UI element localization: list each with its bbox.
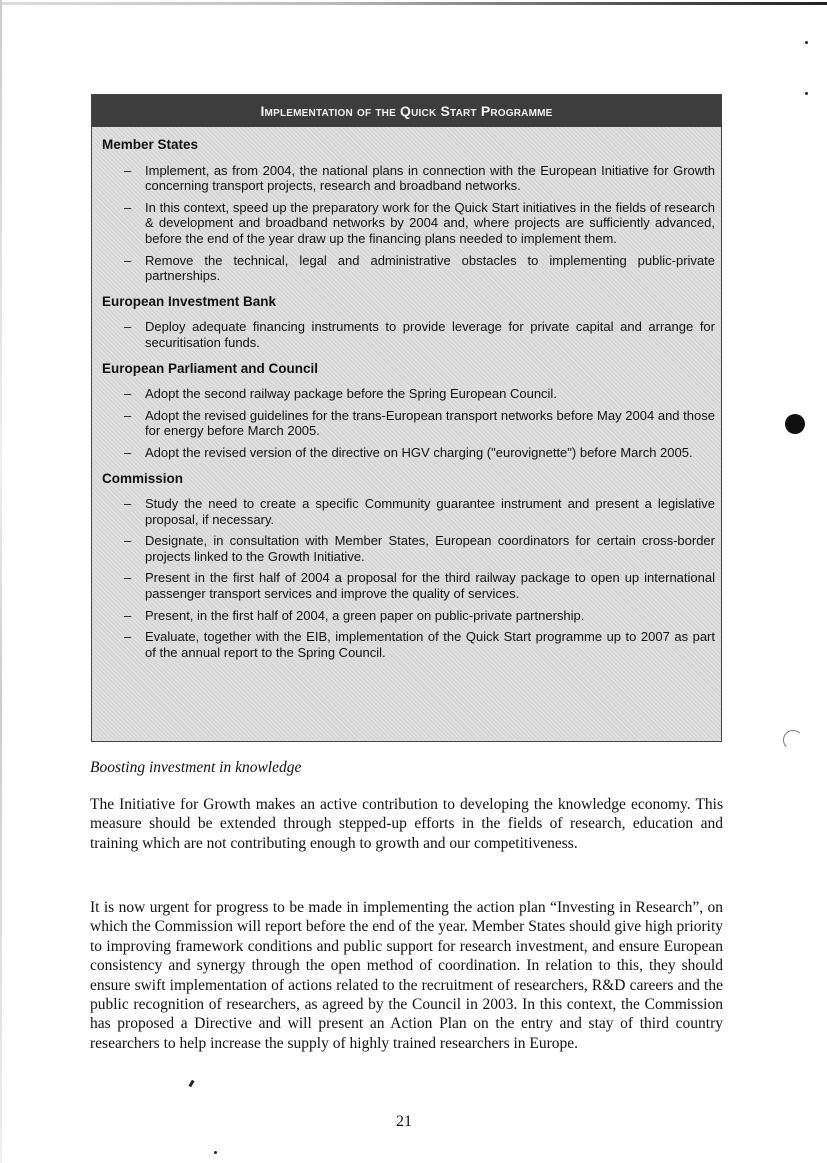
quick-start-box — [91, 94, 722, 742]
item-text: Designate, in consultation with Member States, European coordinators for certain cross-border projects linked to the Growth Initiative. — [145, 533, 715, 564]
box-title — [92, 95, 721, 127]
top-scan-line — [0, 2, 827, 5]
section-member-states — [92, 137, 721, 284]
section-caption: Boosting investment in knowledge — [90, 759, 302, 776]
dash-bullet: – — [124, 407, 132, 423]
dash-bullet: – — [124, 533, 132, 549]
list-item — [92, 629, 721, 660]
dash-bullet: – — [124, 496, 132, 512]
item-text: Adopt the second railway package before the Spring European Council. — [145, 386, 557, 402]
section-title: European Parliament and Council — [102, 360, 319, 376]
body-paragraph: The Initiative for Growth makes an active contribution to developing the knowledge economy. This measure should be extended through stepped-up efforts in the fields of research, education and training which are not contributing enough to growth and our competitiveness. — [90, 796, 723, 852]
item-text: Evaluate, together with the EIB, implementation of the Quick Start programme up to 2007 as part of the annual report to the Spring Council. — [145, 629, 715, 660]
item-list — [92, 163, 721, 284]
dash-bullet: – — [124, 252, 132, 268]
section-eib — [92, 294, 721, 351]
section-title: Member States — [102, 137, 199, 152]
scan-speck — [214, 1151, 217, 1154]
item-text: Study the need to create a specific Community guarantee instrument and present a legislative proposal, if necessary. — [145, 496, 715, 527]
list-item — [92, 445, 721, 461]
section-parliament-council — [92, 361, 721, 461]
dash-bullet: – — [124, 444, 132, 460]
dash-bullet: – — [124, 386, 132, 402]
item-text: Remove the technical, legal and administrative obstacles to implementing public-private partnerships. — [145, 252, 715, 284]
box-title-text: Implementation of the Quick Start Programme — [260, 103, 553, 119]
margin-arc-mark — [783, 730, 803, 750]
list-item — [92, 533, 721, 564]
item-text: Present, in the first half of 2004, a green paper on public-private partnership. — [145, 607, 585, 623]
item-list — [92, 496, 721, 660]
list-item — [92, 253, 721, 284]
dash-bullet: – — [124, 607, 132, 623]
list-item — [92, 608, 721, 624]
dash-bullet: – — [124, 319, 132, 335]
body-paragraph: It is now urgent for progress to be made in implementing the action plan “Investing in Research”, on which the Commission will report before the end of the year. Member States should give high priority to improving framework conditions and public support for research investment, and ensure European consistency and synergy through the open method of coordination. In relation to this, they should ensure swift implementation of actions related to the recruitment of researchers, R&D careers and the public recognition of researchers, as agreed by the Council in 2003. In this context, the Commission has proposed a Directive and will present an Action Plan on the entry and stay of third country researchers to help increase the supply of highly trained researchers in Europe. — [90, 899, 723, 1052]
item-text: In this context, speed up the preparatory work for the Quick Start initiatives in the fields of research & development and broadband networks by 2004 and, where projects are sufficiently advanced, before the end of the year draw up the financing plans needed to implement them. — [145, 199, 715, 246]
item-text: Adopt the revised version of the directive on HGV charging ("eurovignette") before March 2005. — [145, 444, 693, 460]
list-item — [92, 319, 721, 350]
item-text: Present in the first half of 2004 a proposal for the third railway package to open up international passenger transport services and improve the quality of services. — [145, 570, 715, 602]
section-title: Commission — [102, 470, 184, 486]
list-item — [92, 570, 721, 601]
list-item — [92, 408, 721, 439]
item-list — [92, 386, 721, 460]
item-text: Adopt the revised guidelines for the trans-European transport networks before May 2004 and those for energy before March 2005. — [145, 407, 715, 439]
list-item — [92, 163, 721, 194]
list-item — [92, 200, 721, 247]
dash-bullet: – — [124, 162, 132, 178]
item-text: Deploy adequate financing instruments to provide leverage for private capital and arrange for securitisation funds. — [145, 319, 715, 350]
margin-dot-mark — [785, 414, 805, 434]
scan-mark — [188, 1080, 194, 1088]
scan-speck — [805, 41, 808, 44]
dash-bullet: – — [124, 629, 132, 645]
list-item — [92, 386, 721, 402]
list-item — [92, 496, 721, 527]
dash-bullet: – — [124, 199, 132, 215]
page-number: 21 — [396, 1113, 412, 1130]
left-scan-edge — [0, 0, 2, 1163]
dash-bullet: – — [124, 570, 132, 586]
section-commission — [92, 471, 721, 661]
item-list — [92, 319, 721, 350]
section-title: European Investment Bank — [102, 293, 277, 309]
scan-speck — [805, 92, 808, 95]
item-text: Implement, as from 2004, the national plans in connection with the European Initiative for Growth concerning transport projects, research and broadband networks. — [145, 162, 715, 194]
